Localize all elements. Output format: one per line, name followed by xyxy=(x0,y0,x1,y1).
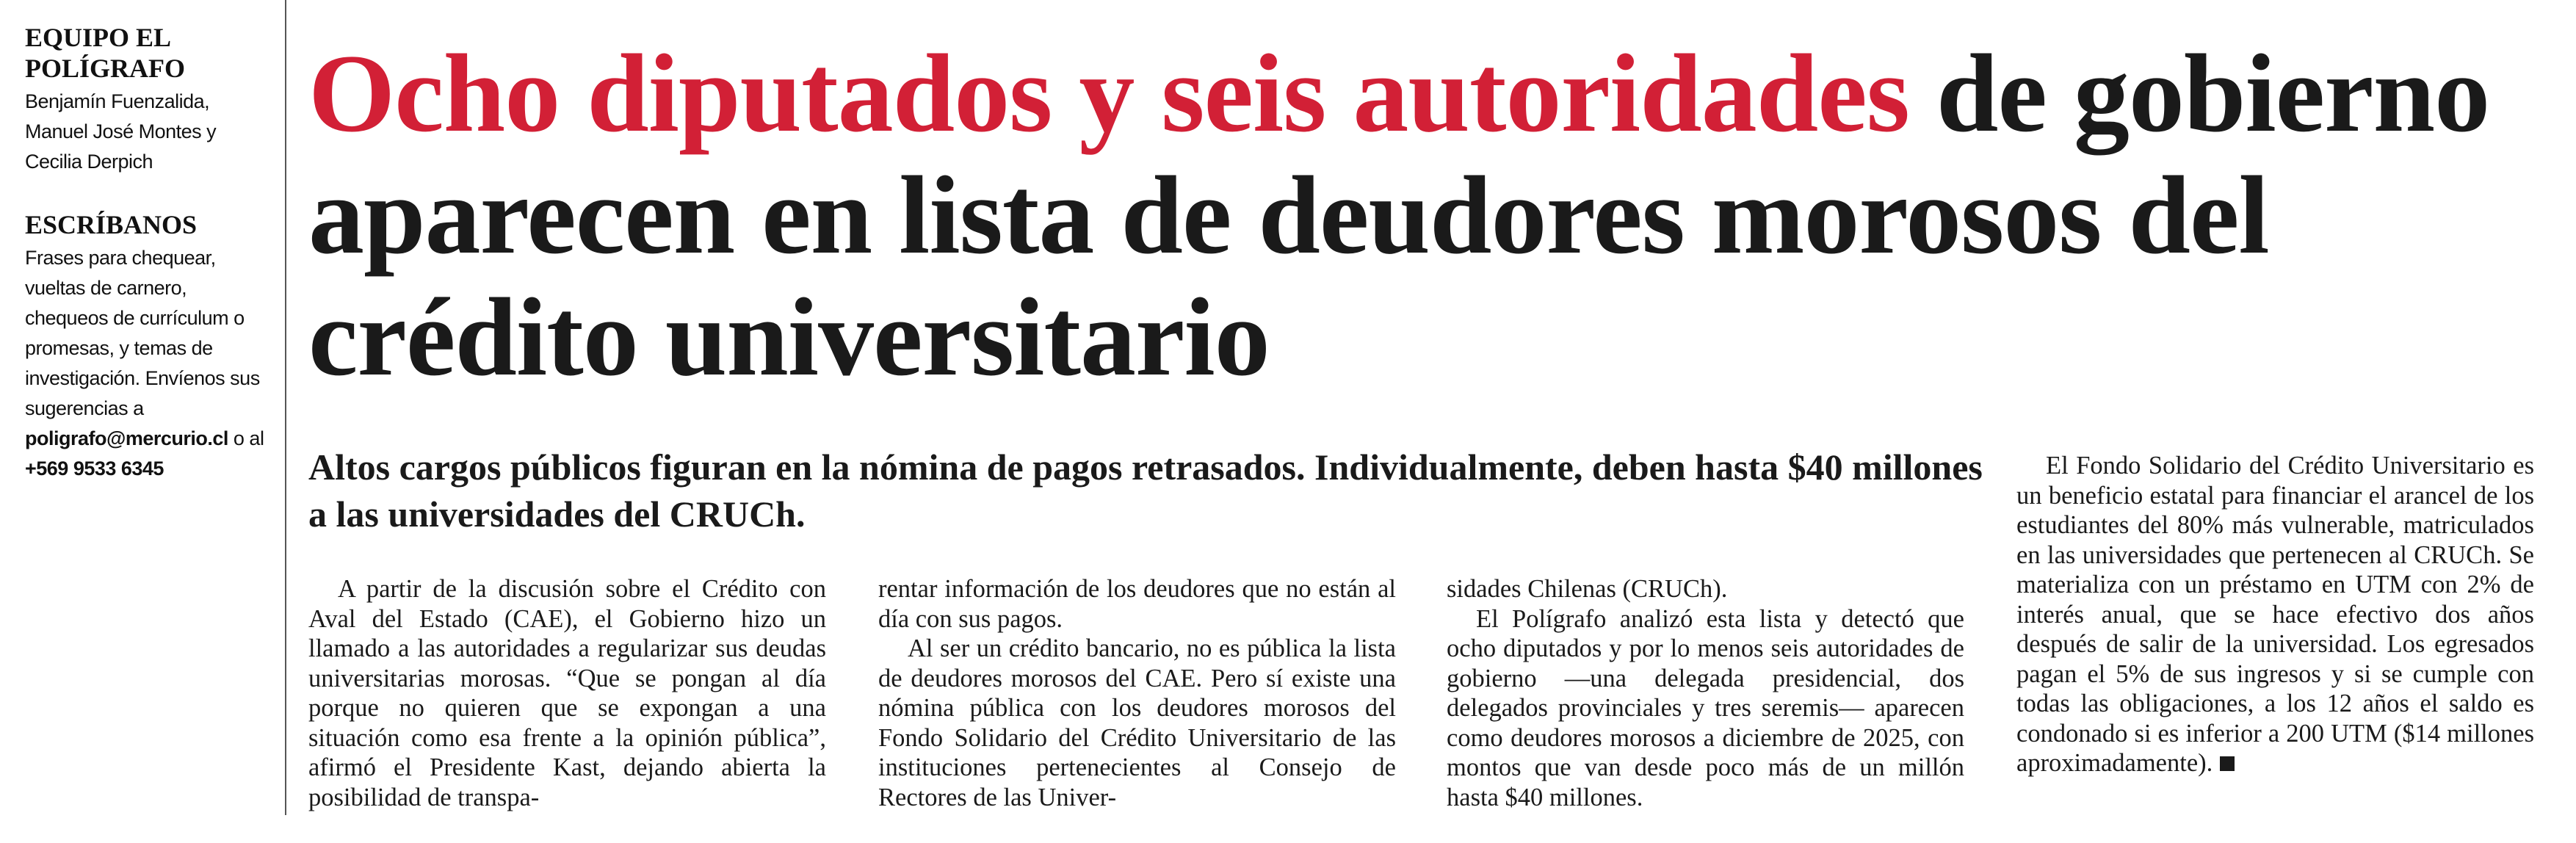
body-column-2 xyxy=(878,574,1396,812)
team-members: Benjamín Fuenzalida, Manuel José Montes y Cecilia Derpich xyxy=(25,90,217,173)
sidebar xyxy=(25,22,267,484)
body-column-1 xyxy=(308,574,826,812)
contact-block xyxy=(25,209,267,484)
headline xyxy=(308,32,2541,398)
body-paragraph: Al ser un crédito bancario, no es pública la lista de deudores morosos del CAE. Pero sí existe una nómina pública con los deudores morosos del Fondo Solidario del Crédito Universitario de las instituciones pertenecientes al Consejo de Rectores de las Univer- xyxy=(878,634,1396,811)
phone-number: +569 9533 6345 xyxy=(25,457,164,480)
body-column-4 xyxy=(2016,451,2534,778)
body-paragraph: sidades Chilenas (CRUCh). xyxy=(1447,575,1728,603)
body-paragraph-text: El Fondo Solidario del Crédito Universitario es un beneficio estatal para financiar el arancel de los estudiantes del 80% más vulnerable, matriculados en las universidades que pertenecen al CRUCh. Se materializa con un préstamo en UTM con 2% de interés anual, que se hace efectivo dos años después de salir de la universidad. Los egresados pagan el 5% de sus ingresos y si se cumple con todas las obligaciones, a los 12 años el saldo es condonado si es inferior a 200 UTM ($14 millones aproximadamente). xyxy=(2016,452,2534,777)
team-heading: EQUIPO EL POLÍGRAFO xyxy=(25,23,186,83)
write-text: Frases para chequear, vueltas de carnero, chequeos de currículum o promesas, y temas de investigación. Envíenos sus sugerencias a xyxy=(25,247,260,419)
headline-highlight: Ocho diputados y seis autoridades xyxy=(308,32,1909,155)
column-divider xyxy=(285,0,286,815)
email-link[interactable]: poligrafo@mercurio.cl xyxy=(25,427,228,449)
headline-rest: de gobierno aparecen en lista de deudores morosos del crédito universitario xyxy=(308,32,2490,399)
body-paragraph xyxy=(2016,451,2534,778)
contact-text xyxy=(25,243,267,484)
body-paragraph: rentar información de los deudores que no están al día con sus pagos. xyxy=(878,575,1396,633)
body-column-3 xyxy=(1447,574,1964,812)
write-heading: ESCRÍBANOS xyxy=(25,210,198,239)
body-paragraph: El Polígrafo analizó esta lista y detectó que ocho diputados y por lo menos seis autoridades de gobierno —una delegada presidencial, dos delegados provinciales y tres seremis— aparecen como deudores morosos a diciembre de 2025, con montos que van desde poco más de un millón hasta $40 millones. xyxy=(1447,604,1964,811)
end-mark-icon xyxy=(2220,756,2235,771)
body-paragraph: A partir de la discusión sobre el Crédito con Aval del Estado (CAE), el Gobierno hizo un llamado a las autoridades a regularizar sus deudas universitarias morosas. “Que se pongan al día porque no quieren que se expongan a una situación como esa frente a la opinión pública”, afirmó el Presidente Kast, dejando abierta la posibilidad de transpa- xyxy=(308,575,826,811)
or-text: o al xyxy=(233,427,264,449)
deck: Altos cargos públicos figuran en la nómina de pagos retrasados. Individualmente, deben hasta $40 millones a las universidades del CRUCh. xyxy=(308,446,1983,535)
